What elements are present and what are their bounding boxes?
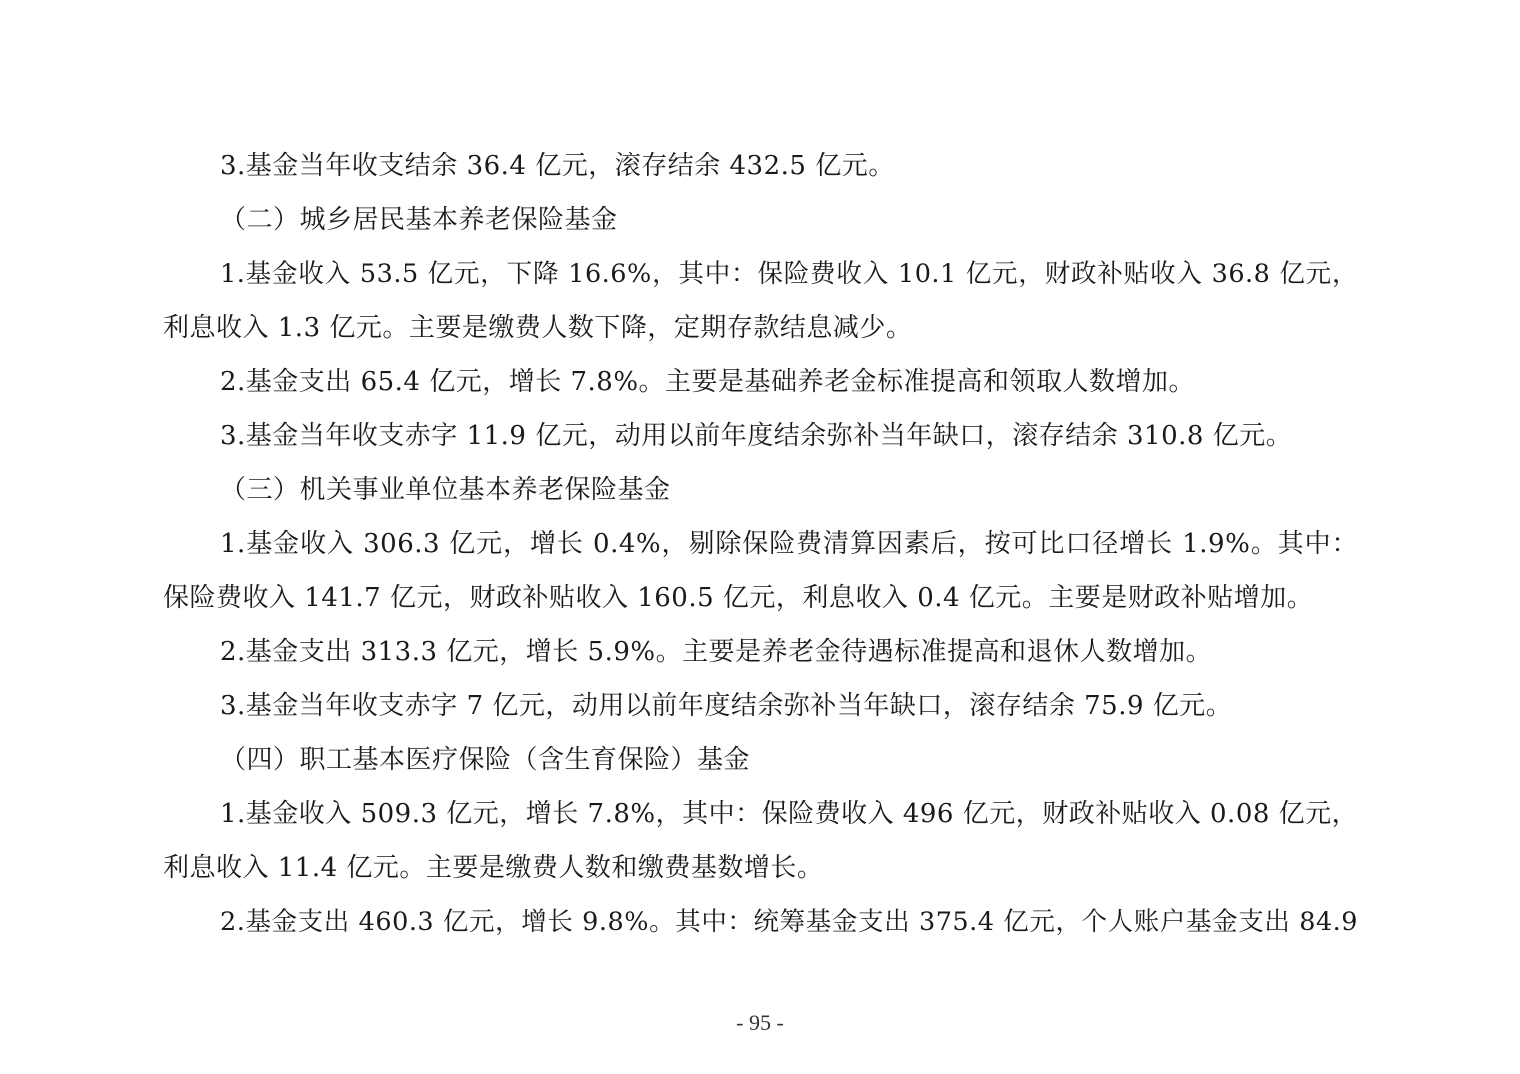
- paragraph-line: 3.基金当年收支赤字 11.9 亿元，动用以前年度结余弥补当年缺口，滚存结余 310.8 亿元。: [220, 421, 1293, 451]
- paragraph-line: 2.基金支出 313.3 亿元，增长 5.9%。主要是养老金待遇标准提高和退休人数增加。: [220, 637, 1213, 667]
- paragraph-line: 利息收入 11.4 亿元。主要是缴费人数和缴费基数增长。: [163, 853, 824, 883]
- paragraph-line: 3.基金当年收支结余 36.4 亿元，滚存结余 432.5 亿元。: [220, 151, 895, 181]
- paragraph-line: 1.基金收入 53.5 亿元，下降 16.6%，其中：保险费收入 10.1 亿元，财政补贴收入 36.8 亿元，: [220, 259, 1358, 289]
- paragraph-line: 1.基金收入 509.3 亿元，增长 7.8%，其中：保险费收入 496 亿元，财政补贴收入 0.08 亿元，: [220, 799, 1359, 829]
- body-text: [163, 139, 1358, 949]
- paragraph-line: 保险费收入 141.7 亿元，财政补贴收入 160.5 亿元，利息收入 0.4 亿元。主要是财政补贴增加。: [163, 583, 1314, 613]
- paragraph-line: 2.基金支出 65.4 亿元，增长 7.8%。主要是基础养老金标准提高和领取人数增加。: [220, 367, 1196, 397]
- page-number: - 95 -: [736, 1010, 784, 1035]
- paragraph-line: 2.基金支出 460.3 亿元，增长 9.8%。其中：统筹基金支出 375.4 亿元，个人账户基金支出 84.9: [220, 907, 1358, 937]
- section-heading: （四）职工基本医疗保险（含生育保险）基金: [220, 745, 751, 775]
- paragraph-line: 利息收入 1.3 亿元。主要是缴费人数下降，定期存款结息减少。: [163, 313, 913, 343]
- paragraph-line: 3.基金当年收支赤字 7 亿元，动用以前年度结余弥补当年缺口，滚存结余 75.9 亿元。: [220, 691, 1233, 721]
- section-heading: （三）机关事业单位基本养老保险基金: [220, 475, 671, 505]
- section-heading: （二）城乡居民基本养老保险基金: [220, 205, 618, 235]
- paragraph-line: 1.基金收入 306.3 亿元，增长 0.4%，剔除保险费清算因素后，按可比口径增长 1.9%。其中：: [220, 529, 1358, 559]
